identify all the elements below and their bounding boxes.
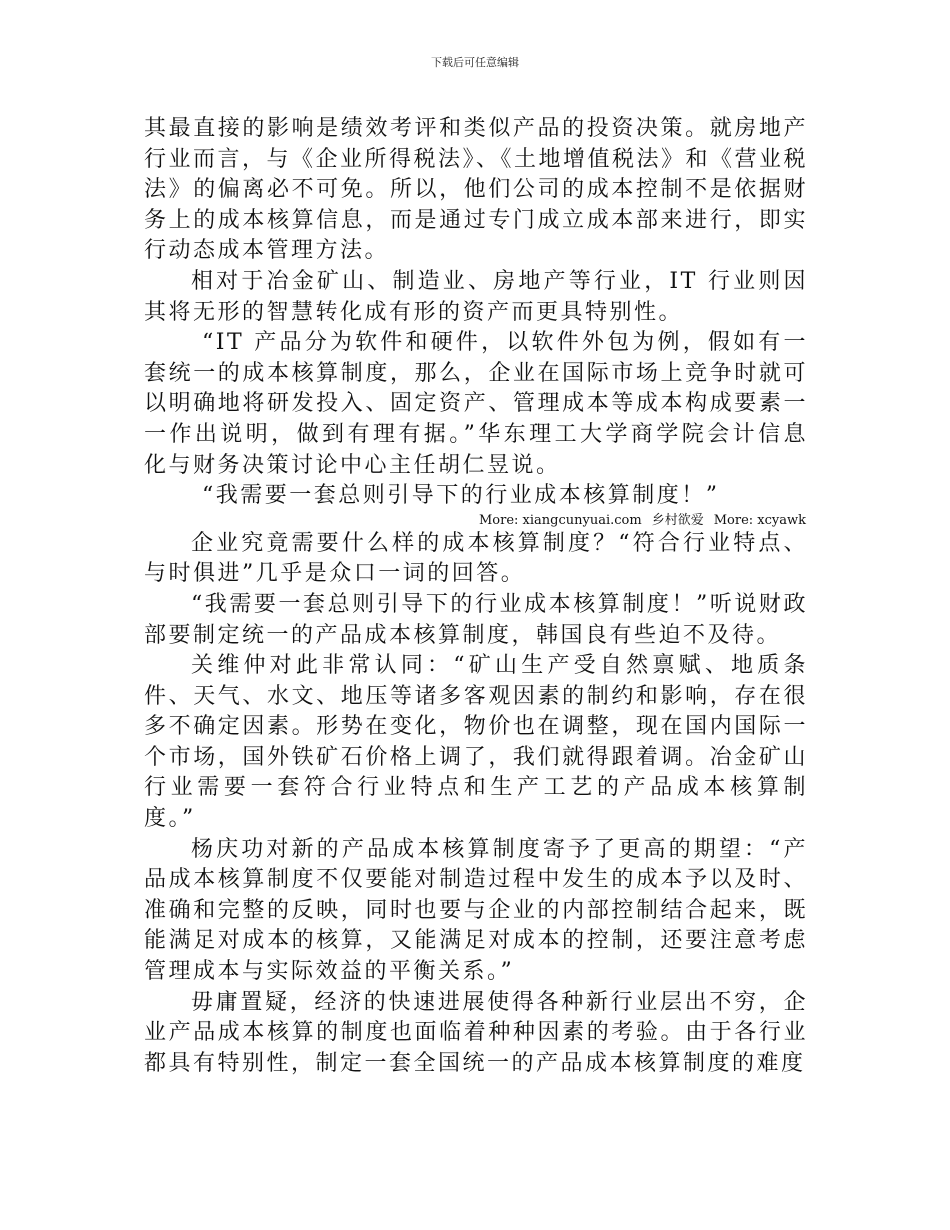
paragraph-4: “我需要一套总则引导下的行业成本核算制度！” xyxy=(202,483,720,509)
paragraph-5: 企业究竟需要什么样的成本核算制度？“符合行业特点、与时俱进”几乎是众口一词的回答。 xyxy=(144,530,808,587)
paragraph-3: “IT 产品分为软件和硬件，以软件外包为例，假如有一套统一的成本核算制度，那么，企业在国际市场上竞争时就可以明确地将研发投入、固定资产、管理成本等成本构成要素一一作出说明，做到有理有据。”华东理工大学商学院会计信息化与财务决策讨论中心主任胡仁昱说。 xyxy=(144,330,808,478)
page-header: 下载后可任意编辑 xyxy=(431,56,519,69)
watermark-site: More: xiangcunyuai.com xyxy=(478,512,642,528)
paragraph-1: 其最直接的影响是绩效考评和类似产品的投资决策。就房地产行业而言，与《企业所得税法》、《土地增值税法》和《营业税法》的偏离必不可免。所以，他们公司的成本控制不是依据财务上的成本核算信息，而是通过专门成立成本部来进行，即实行动态成本管理方法。 xyxy=(144,116,809,264)
paragraph-6: “我需要一套总则引导下的行业成本核算制度！”听说财政部要制定统一的产品成本核算制度，韩国良有些迫不及待。 xyxy=(144,591,808,648)
watermark-handle: More: xcyawk xyxy=(713,512,806,528)
paragraph-8: 杨庆功对新的产品成本核算制度寄予了更高的期望：“产品成本核算制度不仅要能对制造过程中发生的成本予以及时、准确和完整的反映，同时也要与企业的内部控制结合起来，既能满足对成本的核算，又能满足对成本的控制，还要注意考虑管理成本与实际效益的平衡关系。” xyxy=(144,836,808,985)
watermark-line xyxy=(144,512,808,529)
paragraph-9: 毋庸置疑，经济的快速进展使得各种新行业层出不穷，企业产品成本核算的制度也面临着种种因素的考验。由于各行业都具有特别性，制定一套全国统一的产品成本核算制度的难度 xyxy=(144,989,808,1076)
paragraph-7: 关维仲对此非常认同：“矿山生产受自然禀赋、地质条件、天气、水文、地压等诸多客观因素的制约和影响，存在很多不确定因素。形势在变化，物价也在调整，现在国内国际一个市场，国外铁矿石价格上调了，我们就得跟着调。冶金矿山行业需要一套符合行业特点和生产工艺的产品成本核算制度。” xyxy=(144,653,808,832)
paragraph-2: 相对于冶金矿山、制造业、房地产等行业，IT 行业则因其将无形的智慧转化成有形的资产而更具特别性。 xyxy=(144,268,808,325)
document-body xyxy=(144,114,808,1079)
watermark-brand: 乡村欲爱 xyxy=(651,512,704,528)
